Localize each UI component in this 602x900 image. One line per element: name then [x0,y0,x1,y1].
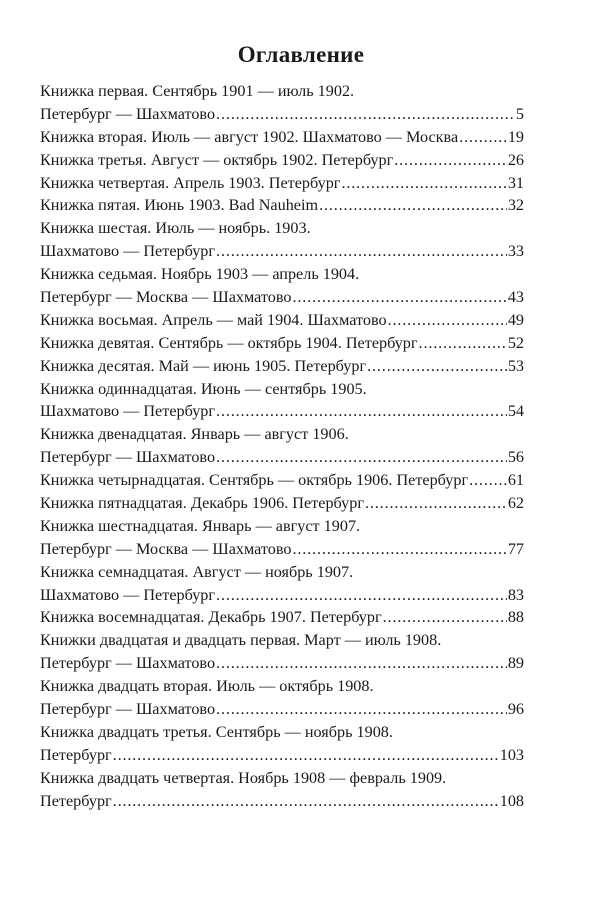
page-number: 77 [507,539,524,558]
dot-leader [216,103,515,126]
dot-leader [459,126,507,149]
page-number: 5 [515,104,524,123]
toc-entry-heading: Книжка шестнадцатая. Январь — август 1907. [40,516,361,535]
page-number: 88 [507,608,524,627]
toc-entry-text: Книжка третья. Август — октябрь 1902. Петербург [40,150,394,169]
toc-entry[interactable] [40,629,524,675]
toc-entry-line [40,492,524,515]
toc-entry[interactable] [40,423,524,469]
page-number: 54 [507,402,524,421]
dot-leader [113,744,499,767]
toc-entry-text: Книжка пятая. Июнь 1903. Bad Nauheim [40,196,319,215]
toc-entry-line [40,400,524,423]
toc-entry-line [40,126,524,149]
toc-entry-line [40,744,524,767]
toc-entry-line [40,149,524,172]
toc-entry[interactable] [40,309,524,332]
toc-entry-heading: Книжка двадцать третья. Сентябрь — ноябрь 1908. [40,722,393,741]
page-number: 96 [507,700,524,719]
toc-entry-text: Шахматово — Петербург [40,402,216,421]
page-number: 56 [507,448,524,467]
toc-entry-line [40,103,524,126]
toc-entry-line [40,790,524,813]
page-number: 103 [499,745,524,764]
toc-entry-line [40,309,524,332]
toc-entry-heading: Книжка двенадцатая. Январь — август 1906. [40,425,349,444]
toc-entry-text: Петербург — Шахматово [40,104,216,123]
dot-leader [419,332,507,355]
toc-entry-line [40,652,524,675]
toc-entry-text: Книжка девятая. Сентябрь — октябрь 1904. Петербург [40,333,418,352]
toc-entry-line [40,240,524,263]
dot-leader [388,309,507,332]
toc-entry-line [40,584,524,607]
dot-leader [319,194,507,217]
dot-leader [216,400,507,423]
toc-entry-line [40,538,524,561]
toc-entry-text: Книжка вторая. Июль — август 1902. Шахматово — Москва [40,127,459,146]
page-number: 49 [507,310,524,329]
toc-entry-text: Петербург — Шахматово [40,448,216,467]
toc-entry[interactable] [40,378,524,424]
toc-entry[interactable] [40,80,524,126]
page-number: 19 [507,127,524,146]
toc-entry-heading: Книжка первая. Сентябрь 1901 — июль 1902. [40,82,355,100]
dot-leader [216,240,507,263]
dot-leader [367,355,507,378]
toc-entry-text: Книжка четвертая. Апрель 1903. Петербург [40,173,341,192]
toc-entry[interactable] [40,767,524,813]
toc-entry-text: Петербург — Москва — Шахматово [40,288,292,307]
page-number: 26 [507,150,524,169]
page-number: 32 [507,196,524,215]
toc-entry[interactable] [40,469,524,492]
page-number: 31 [507,173,524,192]
toc-entry-heading: Книжка двадцать вторая. Июль — октябрь 1908. [40,677,374,696]
toc-entry[interactable] [40,332,524,355]
toc-entry-text: Петербург — Москва — Шахматово [40,539,292,558]
toc-entry-line [40,446,524,469]
toc-entry-line [40,698,524,721]
toc-entry[interactable] [40,263,524,309]
table-of-contents [40,80,524,813]
toc-entry-text: Петербург — Шахматово [40,654,216,673]
toc-entry[interactable] [40,172,524,195]
toc-entry-text: Петербург [40,791,112,810]
toc-entry[interactable] [40,675,524,721]
page-number: 53 [507,356,524,375]
toc-entry[interactable] [40,721,524,767]
toc-entry-heading: Книжка одиннадцатая. Июнь — сентябрь 1905. [40,379,367,398]
dot-leader [216,652,507,675]
page-number: 52 [507,333,524,352]
page-number: 83 [507,585,524,604]
toc-entry-text: Шахматово — Петербург [40,585,216,604]
toc-entry-text: Книжка восьмая. Апрель — май 1904. Шахматово [40,310,387,329]
page-number: 61 [507,471,524,490]
toc-entry[interactable] [40,515,524,561]
page-number: 108 [499,791,524,810]
page-number: 62 [507,494,524,513]
toc-entry-text: Книжка четырнадцатая. Сентябрь — октябрь 1906. Петербург [40,471,469,490]
toc-entry[interactable] [40,561,524,607]
dot-leader [394,149,507,172]
toc-entry-line [40,332,524,355]
dot-leader [216,446,507,469]
toc-entry[interactable] [40,606,524,629]
toc-entry-text: Книжка восемнадцатая. Декабрь 1907. Петербург [40,608,382,627]
toc-entry-text: Книжка пятнадцатая. Декабрь 1906. Петербург [40,494,364,513]
dot-leader [469,469,507,492]
toc-entry-heading: Книжки двадцатая и двадцать первая. Март — июль 1908. [40,631,442,650]
toc-entry[interactable] [40,492,524,515]
toc-entry[interactable] [40,355,524,378]
toc-entry-heading: Книжка двадцать четвертая. Ноябрь 1908 — февраль 1909. [40,768,447,787]
toc-entry-heading: Книжка седьмая. Ноябрь 1903 — апрель 1904. [40,265,360,284]
toc-entry-heading: Книжка семнадцатая. Август — ноябрь 1907. [40,562,354,581]
dot-leader [365,492,507,515]
toc-entry-heading: Книжка шестая. Июль — ноябрь. 1903. [40,219,311,238]
toc-entry-line [40,355,524,378]
toc-entry-text: Петербург [40,745,112,764]
dot-leader [216,698,507,721]
page-number: 89 [507,654,524,673]
toc-entry-line [40,469,524,492]
toc-entry[interactable] [40,194,524,217]
dot-leader [383,606,507,629]
toc-entry-line [40,172,524,195]
dot-leader [292,538,506,561]
toc-entry[interactable] [40,149,524,172]
dot-leader [113,790,499,813]
toc-entry[interactable] [40,217,524,263]
page-number: 33 [507,242,524,261]
toc-entry-line [40,286,524,309]
page-number: 43 [507,288,524,307]
toc-entry-text: Шахматово — Петербург [40,242,216,261]
dot-leader [216,584,507,607]
page-title: Оглавление [237,42,365,67]
toc-entry-line [40,194,524,217]
dot-leader [341,172,506,195]
dot-leader [292,286,506,309]
toc-entry-line [40,606,524,629]
toc-entry[interactable] [40,126,524,149]
toc-entry-text: Петербург — Шахматово [40,700,216,719]
toc-entry-text: Книжка десятая. Май — июнь 1905. Петербург [40,356,367,375]
